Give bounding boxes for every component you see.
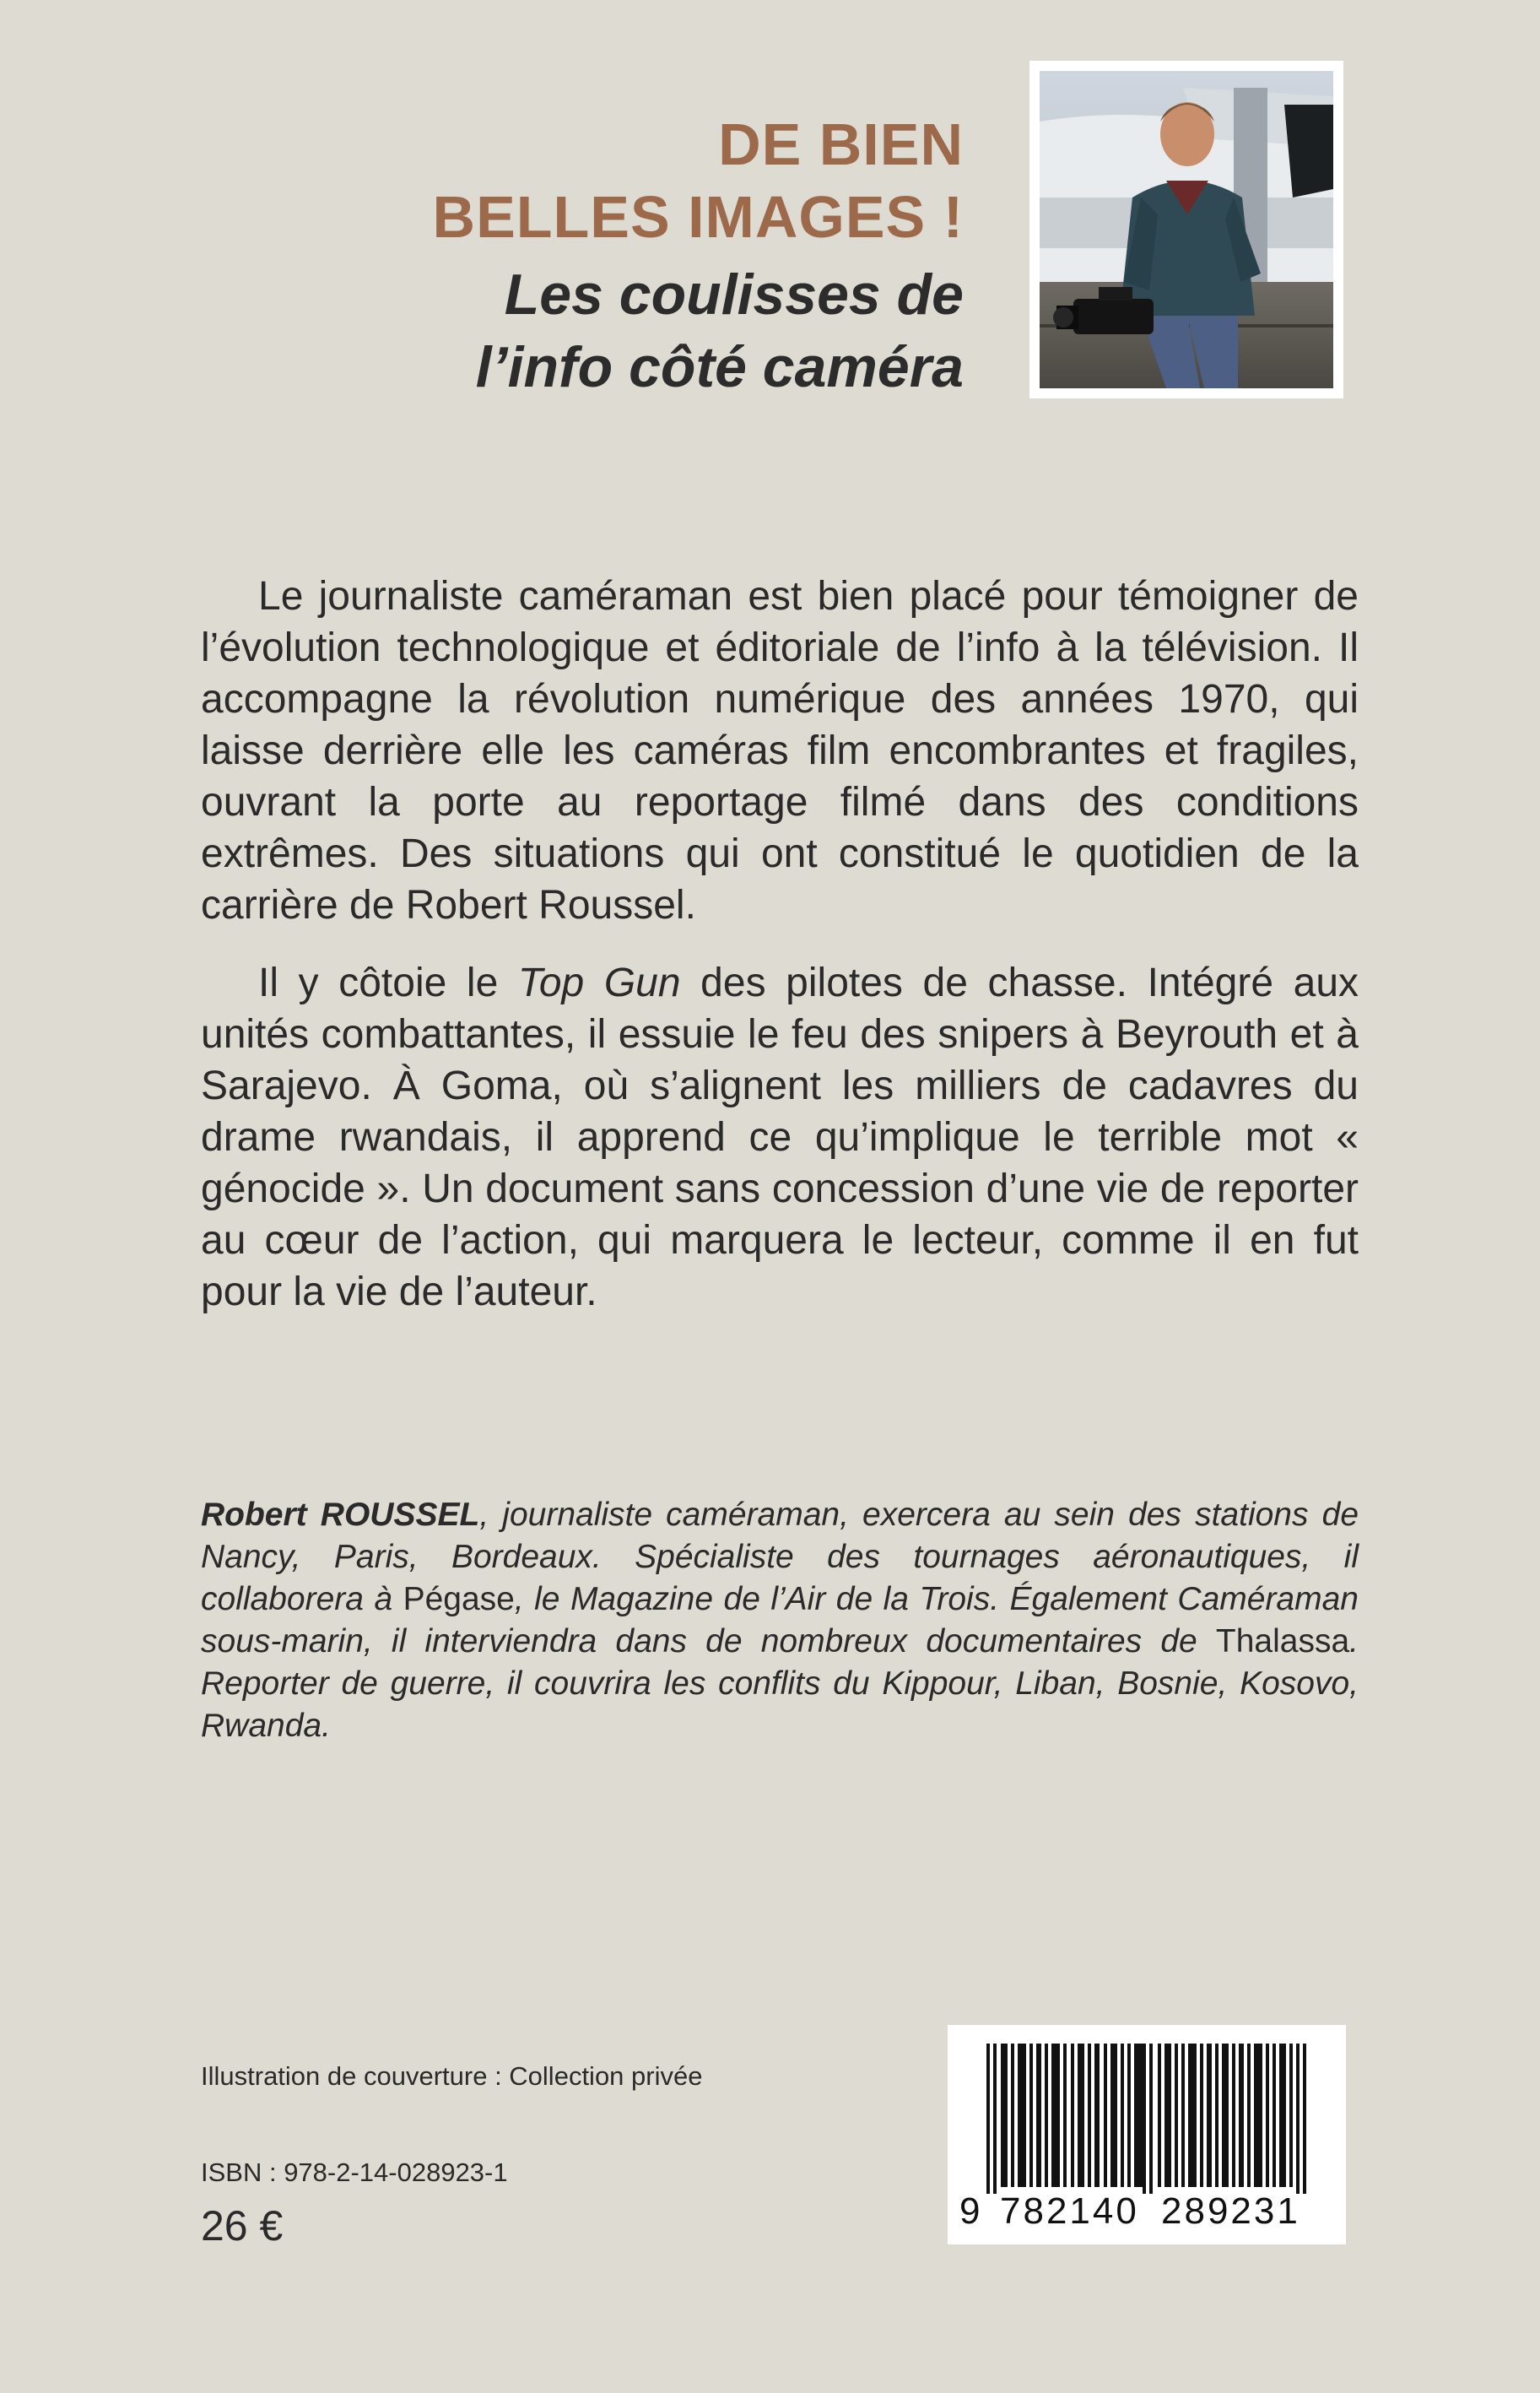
bio-upright-thalassa: Thalassa xyxy=(1215,1623,1350,1659)
cover-credit: Illustration de couverture : Collection privée xyxy=(201,2061,703,2091)
barcode-bars xyxy=(948,2025,1346,2194)
title-block xyxy=(433,108,964,403)
bio-upright-pegase: Pégase xyxy=(403,1581,515,1617)
book-title-line-1: DE BIEN xyxy=(718,111,964,177)
bio-text-3: . Reporter de guerre, il couvrira les conflits du Kippour, Liban, Bosnie, Kosovo, Rwanda. xyxy=(201,1623,1359,1744)
author-name: Robert ROUSSEL xyxy=(201,1497,480,1533)
description-p2-italic: Top Gun xyxy=(517,961,681,1005)
book-subtitle-line-1: Les coulisses de xyxy=(504,263,964,327)
isbn-number: ISBN : 978-2-14-028923-1 xyxy=(201,2157,508,2187)
barcode-group-1: 782140 xyxy=(1000,2190,1139,2232)
author-photo xyxy=(1040,71,1333,388)
description-p2-start: Il y côtoie le xyxy=(258,961,518,1005)
description-paragraph-1: Le journaliste caméraman est bien placé pour témoigner de l’évolution technologique et éditoriale de l’info à la télévision. Il accompagne la révolution numérique des années 1970, qui laisse derrière elle les caméras film encombrantes et fragiles, ouvrant la porte au reportage filmé dans des conditions extrêmes. Des situations qui ont constitué le quotidien de la carrière de Robert Roussel. xyxy=(201,574,1359,928)
description-paragraph-2 xyxy=(201,957,1359,1318)
book-subtitle-line-2: l’info côté caméra xyxy=(475,335,964,399)
bio-text-1: , journaliste caméraman, exercera au sein des stations de Nancy, Paris, Bordeaux. Spécialiste des tournages aéronautiques, il collaborera à xyxy=(201,1497,1359,1617)
description-p2-end: des pilotes de chasse. Intégré aux unités combattantes, il essuie le feu des snipers à Beyrouth et à Sarajevo. À Goma, où s’alignent les milliers de cadavres du drame rwandais, il apprend ce qu’implique le terrible mot « génocide ». Un document sans concession d’une vie de reporter au cœur de l’action, qui marquera le lecteur, comme il en fut pour la vie de l’auteur. xyxy=(201,961,1359,1314)
barcode-group-2: 289231 xyxy=(1161,2190,1300,2232)
book-title-line-2: BELLES IMAGES ! xyxy=(432,184,964,250)
barcode-first-digit: 9 xyxy=(959,2190,983,2232)
author-photo-illustration xyxy=(1040,71,1333,388)
author-bio xyxy=(201,1494,1359,1747)
price: 26 € xyxy=(201,2202,284,2250)
back-cover-description xyxy=(201,571,1359,1318)
author-photo-frame xyxy=(1029,61,1343,398)
bio-text-2: , le Magazine de l’Air de la Trois. Également Caméraman sous-marin, il interviendra dans de nombreux documentaires de xyxy=(201,1581,1359,1659)
barcode xyxy=(948,2025,1346,2244)
